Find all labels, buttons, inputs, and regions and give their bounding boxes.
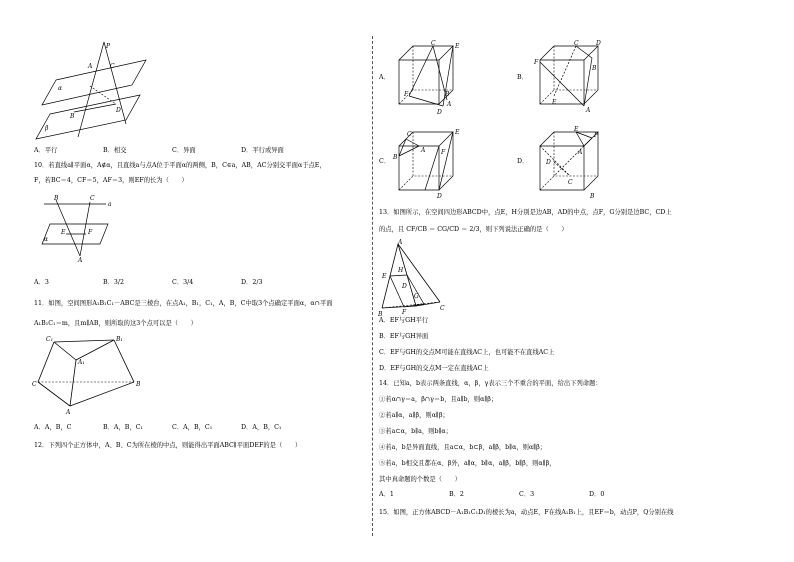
cube-b-label-F: F [534,59,539,66]
q10-stem-line2: F，若BC＝4，CF＝5，AF＝3，则EF的长为（ ） [34,177,188,184]
cube-b-label-C: C [574,40,579,47]
q10-label-A: A [78,257,83,264]
q13-label-G: G [414,293,419,300]
prev-option-d[interactable]: D．平行或异面 [241,147,284,154]
cube-c-label-B: B [393,154,398,161]
q10-label-B: B [54,195,59,202]
cube-a-label-A: A [447,101,452,108]
q13-label-D: D [402,283,407,290]
figure-parallel-planes [28,40,158,140]
q13-option-d[interactable]: D．EF与GH的交点M一定在直线AC上 [379,365,489,372]
prev-option-b[interactable]: B．相交 [103,147,127,154]
q12-option-c[interactable]: C． [379,158,391,165]
q14-item-5: ⑤若a，b相交且都在α、β外，a∥α，b∥α，a∥β，b∥β，则α∥β， [379,460,556,467]
label-B: B [70,113,75,120]
q13-label-H: H [398,267,404,274]
q10-label-C: C [90,195,95,202]
cube-a-label-B: B [445,91,450,98]
cube-c-label-D: D [437,193,442,200]
q10-stem-line1: 10．若直线a∥平面α，A∉α，且直线a与点A位于平面α的两侧，B，C∈a，AB，AC分别交平面α于点E， [34,162,326,169]
q14-option-c[interactable]: C．3 [519,491,535,498]
label-P: P [106,43,111,50]
cube-figure-a [395,40,465,116]
cube-c-label-C: C [407,131,412,138]
q11-option-b[interactable]: B．A，B，C₁ [103,424,144,431]
q13-label-A: A [398,239,403,246]
q12-option-a[interactable]: A． [379,74,390,81]
q11-option-d[interactable]: D．A，B，C₁ [241,424,282,431]
q14-item-1: ①若α∩γ＝a，β∩γ＝b，且a∥b，则α∥β； [379,396,498,403]
q14-option-b[interactable]: B．2 [449,491,464,498]
cube-b-label-B: B [592,65,597,72]
q11-stem-line1: 11．如图，空间图形A₁B₁C₁－ABC是三棱台，在点A₁，B₁，C₁，A，B，C中取3个点确定平面α，α∩平面 [34,300,333,307]
q10-option-d[interactable]: D．2/3 [241,279,263,286]
q13-label-E: E [382,273,387,280]
q13-stem-line1: 13．如图所示，在空间四边形ABCD中，点E，H分别是边AB，AD的中点，点F，G分别是边BC，CD上 [379,209,672,216]
q14-stem-line1: 14．已知a，b表示两条直线，α，β，γ表示三个不重合的平面，给出下列命题： [379,380,602,387]
label-alpha: α [58,85,63,92]
cube-a-label-C: C [431,40,436,47]
q12-option-b[interactable]: B． [517,74,528,81]
q13-label-C: C [440,305,445,312]
q13-stem-line2: 的点，且 CF/CB ＝ CG/CD ＝ 2/3，则下列说法正确的是（ ） [379,226,568,233]
q13-option-c[interactable]: C．EF与GH的交点M可能在直线AC上，也可能不在直线AC上 [379,349,555,356]
cube-d-label-C: C [568,179,573,186]
prev-option-c[interactable]: C．异面 [172,147,196,154]
cube-a-label-E: E [455,43,460,50]
q14-option-d[interactable]: D．0 [589,491,605,498]
q13-label-F: F [402,309,407,316]
label-D: D [116,107,121,114]
q11-option-a[interactable]: A．A，B，C [34,424,72,431]
cube-b-label-E: E [552,99,557,106]
column-divider [372,36,373,536]
q11-label-A1: A₁ [78,359,85,366]
cube-d-label-A: A [578,149,583,156]
q11-label-A: A [66,409,71,416]
q11-label-C: C [32,381,37,388]
q11-stem-line2: A₁B₁C₁＝m，且m∥AB，则所取的这3个点可以是（ ） [34,320,197,327]
q10-option-b[interactable]: B．3/2 [103,279,125,286]
q15-stem-line1: 15．如图，正方体ABCD－A₁B₁C₁D₁的棱长为a，动点E，F在线A₁B₁上，且EF＝b，动点P，Q分别在线 [379,509,674,516]
q11-label-B1: B₁ [116,336,123,343]
cube-d-label-B: B [590,193,595,200]
cube-d-label-E: E [574,126,579,133]
q13-label-B: B [378,311,383,318]
cube-a-label-F: F [404,91,409,98]
q13-option-a[interactable]: A．EF与GH平行 [379,317,429,324]
prev-option-a[interactable]: A．平行 [34,147,58,154]
cube-c-label-E: E [455,129,460,136]
q11-label-C1: C₁ [46,336,53,343]
q14-item-4: ④若a，b是异面直线，且a⊂α，b⊂β，a∥β，b∥α，则α∥β； [379,444,547,451]
q11-option-c[interactable]: C．A，B，C₁ [172,424,213,431]
label-C: C [110,63,115,70]
cube-b-label-A: A [586,107,591,114]
q10-label-E: E [61,229,66,236]
cube-b-label-D: D [596,40,601,47]
q12-option-d[interactable]: D． [517,158,529,165]
q10-option-c[interactable]: C．3/4 [172,279,194,286]
cube-figure-b [530,40,610,116]
q10-label-alpha: α [44,236,49,243]
q10-option-a[interactable]: A．3 [34,279,49,286]
q14-question: 其中真命题的个数是（ ） [379,476,461,483]
cube-a-label-D: D [437,109,442,116]
cube-d-label-F: F [594,132,599,139]
label-A: A [88,63,93,70]
q11-label-B: B [136,381,141,388]
figure-q11-frustum [34,334,144,414]
figure-q13-tetrahedron [378,239,448,318]
cube-figure-d [530,126,610,202]
q10-label-a: a [108,201,112,208]
label-beta: β [45,125,49,132]
q14-item-3: ③若a⊂α，b∥a，则b∥α； [379,428,452,435]
cube-d-label-D: D [546,159,551,166]
figure-q10 [34,194,114,264]
cube-c-label-A: A [421,147,426,154]
q14-item-2: ②若a∥α，a∥β，则α∥β； [379,412,449,419]
cube-figure-c [395,126,465,202]
q12-stem-line1: 12．下列四个正方体中，A、B、C为所在棱的中点，则能得出平面ABC∥平面DEF的是（ ） [34,442,302,449]
cube-c-label-F: F [441,149,446,156]
q13-option-b[interactable]: B．EF与GH异面 [379,333,429,340]
q10-label-F: F [88,229,93,236]
q14-option-a[interactable]: A．1 [379,491,394,498]
